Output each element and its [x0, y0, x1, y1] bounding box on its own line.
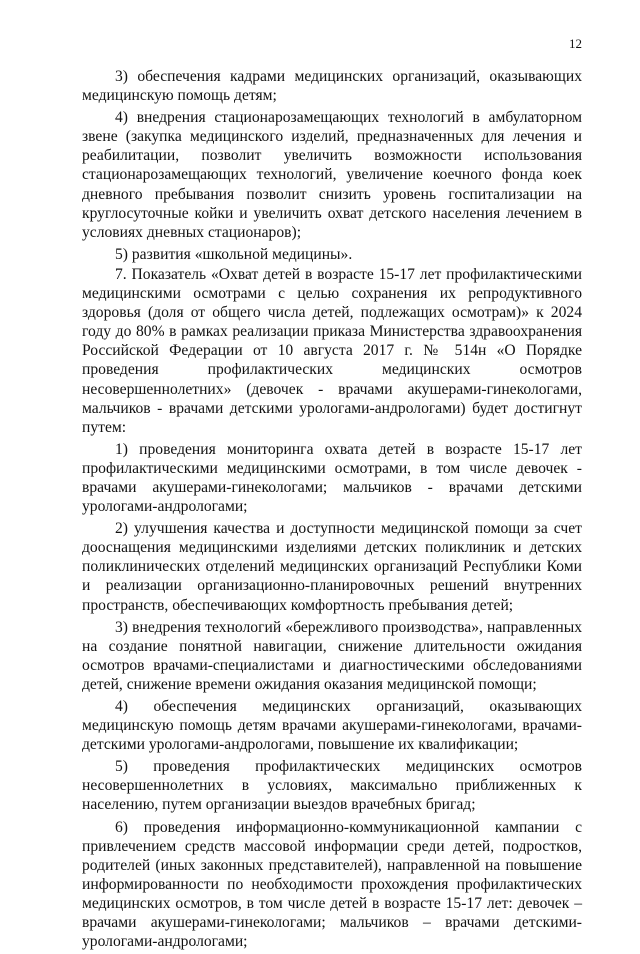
paragraph-measure-1-monitoring: 1) проведения мониторинга охвата детей в возрасте 15-17 лет профилактическими медицинскими осмотрами, в том числе девочек - врачами акушерами-гинекологами; мальчиков - врачами детскими урологами-андрологами; — [82, 440, 582, 516]
paragraph-item-4-hospital-replacement: 4) внедрения стационарозамещающих технологий в амбулаторном звене (закупка медицинского изделий, предназначенных для лечения и реабилитации, позволит увеличить возможности использования стационарозамещающих технологий, увеличение коечного фонда коек дневного пребывания позволит снизить уровень госпитализации на круглосуточные койки и увеличить охват детского населения лечением в условиях дневных стационаров); — [82, 109, 582, 241]
paragraph-measure-4-staffing: 4) обеспечения медицинских организаций, оказывающих медицинскую помощь детям врачами акушерами-гинекологами, врачами-детскими урологами-андрологами, повышение их квалификации; — [82, 698, 582, 754]
paragraph-measure-2-quality: 2) улучшения качества и доступности медицинской помощи за счет дооснащения медицинскими изделиями детских поликлиник и детских поликлинических отделений медицинских организаций Республики Коми и реализации организационно-планировочных решений внутренних пространств, обеспечивающих комфортность пребывания детей; — [82, 520, 582, 614]
paragraph-measure-5-field-teams: 5) проведения профилактических медицинских осмотров несовершеннолетних в условиях, максимально приближенных к населению, путем организации выездов врачебных бригад; — [82, 758, 582, 814]
paragraph-measure-3-lean-production: 3) внедрения технологий «бережливого производства», направленных на создание понятной навигации, снижение длительности ожидания осмотров врачами-специалистами и диагностическими обследованиями детей, снижение времени ожидания оказания медицинской помощи; — [82, 618, 582, 693]
paragraph-measure-6-information-campaign: 6) проведения информационно-коммуникационной кампании с привлечением средств массовой информации среди детей, подростков, родителей (иных законных представителей), направленной на повышение информированности по необходимости прохождения профилактических медицинских осмотров, в том числе детей в возрасте 15-17 лет: девочек – врачами акушерами-гинекологами; мальчиков – врачами детскими-урологами-андрологами; — [82, 818, 582, 951]
paragraph-indicator-7: 7. Показатель «Охват детей в возрасте 15-17 лет профилактическими медицинскими осмотрами с целью сохранения их репродуктивного здоровья (доля от общего числа детей, подлежащих осмотрам)» к 2024 году до 80% в рамках реализации приказа Министерства здравоохранения Российской Федерации от 10 августа 2017 г. № 514н «О Порядке проведения профилактических медицинских осмотров несовершеннолетних» (девочек - врачами акушерами-гинекологами, мальчиков - врачами детскими урологами-андрологами) будет достигнут путем: — [82, 265, 582, 436]
paragraph-item-5-school-medicine: 5) развития «школьной медицины». — [115, 245, 353, 263]
page-number: 12 — [569, 36, 582, 51]
paragraph-item-3-staffing: 3) обеспечения кадрами медицинских организаций, оказывающих медицинскую помощь детям; — [82, 68, 582, 105]
document-body — [82, 67, 582, 954]
